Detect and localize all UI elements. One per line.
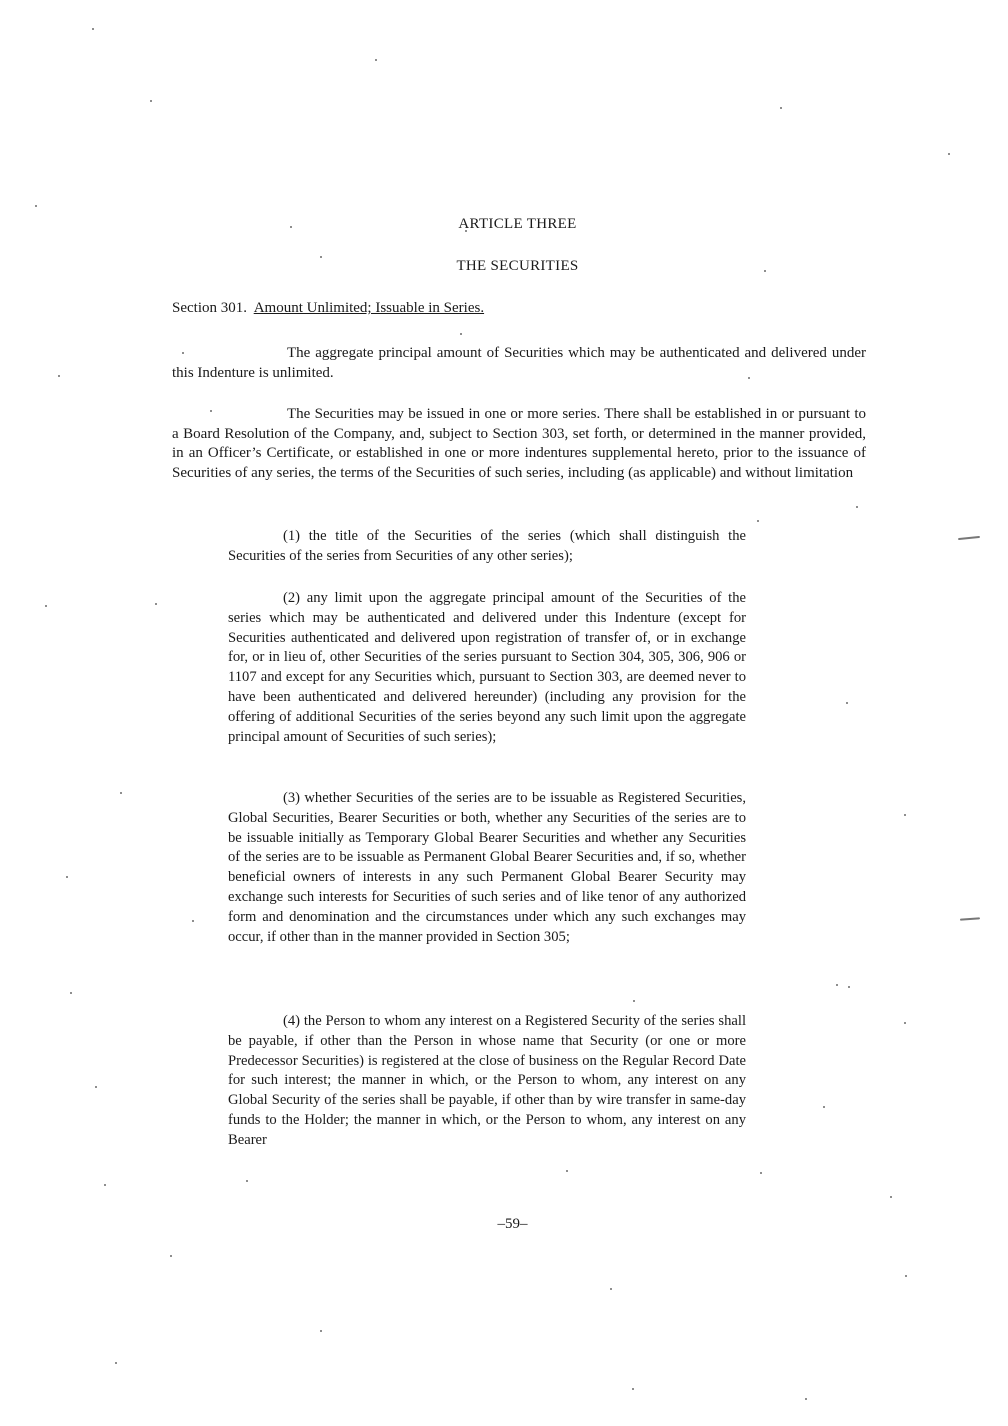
scan-speck bbox=[846, 702, 848, 704]
scan-speck bbox=[836, 984, 838, 986]
scan-speck bbox=[92, 28, 94, 30]
scan-speck bbox=[848, 986, 850, 988]
scan-speck bbox=[375, 59, 377, 61]
list-item: (4) the Person to whom any interest on a Registered Security of the series shall be payable, if other than the Person in whose name that Security (or one or more Predecessor Securities) is registered at the close of business on the Regular Record Date for such interest; the manner in which, or the Person to whom, any interest on any Global Security of the series shall be payable, if other than by wire transfer in same-day funds to the Holder; the manner in which, or the Person to whom, any interest on any Bearer bbox=[228, 1013, 746, 1148]
scan-speck bbox=[890, 1196, 892, 1198]
scan-speck bbox=[170, 1255, 172, 1257]
scan-speck bbox=[70, 992, 72, 994]
scan-speck bbox=[66, 876, 68, 878]
scan-speck bbox=[805, 1398, 807, 1400]
scan-speck bbox=[904, 1022, 906, 1024]
page-number: –59– bbox=[497, 1216, 528, 1232]
scan-speck bbox=[320, 1330, 322, 1332]
scan-speck bbox=[566, 1170, 568, 1172]
scan-speck bbox=[632, 1388, 634, 1390]
scan-speck bbox=[104, 1184, 106, 1186]
scan-speck bbox=[120, 792, 122, 794]
scan-speck bbox=[150, 100, 152, 102]
scan-speck bbox=[856, 506, 858, 508]
scan-speck bbox=[780, 107, 782, 109]
section-caption: Amount Unlimited; Issuable in Series. bbox=[253, 300, 485, 316]
scan-speck bbox=[192, 920, 194, 922]
section-heading bbox=[172, 300, 484, 317]
part-title: THE SECURITIES bbox=[456, 258, 579, 274]
scan-speck bbox=[905, 1275, 907, 1277]
body-paragraph: The Securities may be issued in one or more series. There shall be established in or pursuant to a Board Resolution of the Company, and, subject to Section 303, set forth, or determined in the manner provided, in an Officer’s Certificate, or established in one or more indentures supplemental hereto, prior to the issuance of Securities of any series, the terms of the Securities of such series, including (as applicable) and without limitation bbox=[172, 406, 866, 481]
scan-speck bbox=[115, 1362, 117, 1364]
scan-mark bbox=[960, 917, 980, 920]
article-title: ARTICLE THREE bbox=[458, 216, 577, 232]
scan-speck bbox=[460, 333, 462, 335]
scan-speck bbox=[633, 1000, 635, 1002]
section-number: Section 301. bbox=[172, 300, 247, 316]
scan-speck bbox=[948, 153, 950, 155]
scan-speck bbox=[155, 603, 157, 605]
scan-speck bbox=[610, 1288, 612, 1290]
list-item: (2) any limit upon the aggregate principal amount of the Securities of the series which may be authenticated and delivered under this Indenture (except for Securities authenticated and delivered upon registration of transfer of, or in exchange for, or in lieu of, other Securities of the series pursuant to Section 304, 305, 306, 906 or 1107 and except for any Securities which, pursuant to Section 303, are deemed never to have been authenticated and delivered hereunder) (including any provision for the offering of additional Securities of the series beyond any such limit upon the aggregate principal amount of Securities of such series); bbox=[228, 590, 746, 745]
scan-mark bbox=[958, 536, 980, 540]
scan-speck bbox=[35, 205, 37, 207]
scan-speck bbox=[95, 1086, 97, 1088]
scan-speck bbox=[760, 1172, 762, 1174]
body-paragraph: The aggregate principal amount of Securities which may be authenticated and delivered under this Indenture is unlimited. bbox=[172, 345, 866, 381]
scan-speck bbox=[904, 814, 906, 816]
scan-speck bbox=[45, 605, 47, 607]
scan-speck bbox=[58, 375, 60, 377]
list-item: (3) whether Securities of the series are to be issuable as Registered Securities, Global Securities, Bearer Securities or both, whether any Securities of the series are to be issuable initially as Temporary Global Bearer Securities and whether any Securities of the series are to be issuable as Permanent Global Bearer Securities and, if so, whether beneficial owners of interests in any such Permanent Global Bearer Security may exchange such interests for Securities of such series and of like tenor of any authorized form and denomination and the circumstances under which any such exchanges may occur, if other than in the manner provided in Section 305; bbox=[228, 790, 746, 945]
scan-speck bbox=[757, 520, 759, 522]
scan-speck bbox=[823, 1106, 825, 1108]
list-item: (1) the title of the Securities of the series (which shall distinguish the Securities of the series from Securities of any other series); bbox=[228, 528, 746, 564]
scan-speck bbox=[246, 1180, 248, 1182]
